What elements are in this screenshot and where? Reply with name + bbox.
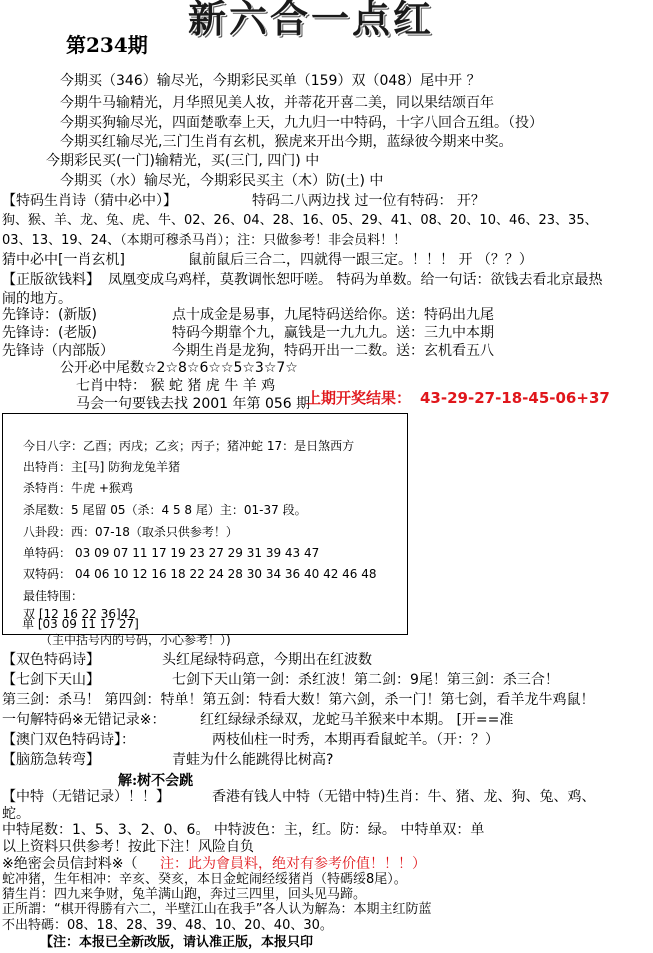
best-double: 双 [12 16 22 36]42: [23, 607, 136, 621]
pioneer-label: 先锋诗：(老版): [2, 325, 97, 341]
last-result-label: 上期开奖结果：: [306, 389, 412, 407]
guess-label: 猜中必中[一肖玄机]: [2, 252, 125, 268]
best-single: 单 [03 09 11 17 27]: [22, 617, 139, 631]
number-list: 03、13、19、24、（本期可穆杀马肖）；注：只做参考！非会员料！！: [2, 233, 407, 248]
lower-text: 红红绿绿杀绿双，龙蛇马羊猴来中本期。 [开==准: [200, 712, 514, 728]
section-text: 凤凰变成乌鸡样，莫教调怅恕吁嗟。 特码为单数。给一句话：欲钱去看北京最热: [108, 272, 603, 288]
pioneer-label: 先锋诗（内部版）: [2, 343, 114, 359]
section-heading: 【正版欲钱料】: [2, 272, 100, 288]
footer-note: 【注：本报已全新改版，请认准正版，本报只印: [40, 935, 314, 950]
forecast-box: [2, 413, 408, 635]
tails-line: 公开必中尾数☆2☆8☆6☆☆5☆3☆7☆: [60, 360, 298, 376]
bottom-line: 正所謂：“棋开得勝有六二，半壁江山在我手”各人认为解為：本期主红防蓝: [2, 902, 432, 917]
middle-text: 香港有钱人中特（无错中特)生肖：牛、猪、龙、狗、兔、鸡、: [212, 789, 596, 805]
intro-line: 今期牛马输精光，月华照见美人妆，并蒂花开喜二美，同以果结颂百年: [60, 95, 494, 111]
middle-tails: 中特尾数：1、5、3、2、0、6。 中特波色：主，红。防：绿。 中特单双：单: [2, 822, 485, 838]
intro-line: 今期买红输尽光,三门生肖有玄机，猴虎来开出今期，蓝绿彼今期来中奖。: [60, 134, 513, 150]
bazi-line: 今日八字：乙酉；丙戌；乙亥；丙子；猪冲蛇 17：是日煞西方: [23, 439, 355, 453]
intro-line: 今期买（346）输尽光，今期彩民买单（159）双（048）尾中开 ？: [60, 73, 481, 89]
lower-label: 【双色特码诗】: [2, 652, 100, 668]
best-label: 最佳特围：: [23, 589, 84, 603]
single-label: 单特码：: [23, 546, 72, 560]
kill-tail: 杀尾数：5 尾留 05（杀：4 5 8 尾）主：01-37 段。: [23, 503, 307, 517]
pioneer-label: 先锋诗：(新版): [2, 307, 97, 323]
middle-disclaimer: 以上资料只供参考！按此下注！风险自负: [2, 839, 254, 855]
middle-heading: 【中特（无错记录）！！】: [2, 789, 170, 805]
lower-text: 头红尾绿特码意，今期出在红波数: [162, 652, 372, 668]
intro-line: 今期彩民买(一门)输精光，买(三门, 四门) 中: [46, 153, 320, 169]
lower-label: 【脑筋急转弯】: [2, 752, 100, 768]
single-numbers: 03 09 07 11 17 19 23 27 29 31 39 43 47: [75, 546, 320, 560]
middle-snake: 蛇。: [2, 806, 30, 822]
issue-number: 第234期: [66, 33, 148, 57]
kill-zodiac: 杀特肖：牛虎 +猴鸡: [23, 481, 133, 495]
pioneer-text: 今期生肖是龙狗，特码开出一二数。送：玄机看五八: [172, 343, 494, 359]
lower-label: 【七剑下天山】: [2, 672, 100, 688]
pioneer-text: 特码今期靠个九，赢钱是一九九九。送：三九中本期: [172, 325, 494, 341]
masthead-logo: 新六合一点红: [188, 0, 435, 41]
guess-text: 鼠前鼠后三合二，四就得一跟三定。！！！ 开 （？？）: [188, 252, 533, 268]
lower-label: 一句解特码※无错记录※：: [2, 712, 166, 728]
lower-text: 两枝仙柱一时秀，本期再看鼠蛇羊。（开：？）: [212, 732, 499, 748]
lower-text: 七剑下天山第一剑：杀红波！第二剑：9尾！第三剑：杀三合！: [172, 672, 559, 688]
riddle-answer: 解:树不会跳: [118, 773, 194, 789]
lower-line: 第三剑：杀马！ 第四剑：特单！第五剑：特看大数！第六剑，杀一门！第七剑，看羊龙牛鸡鼠！: [2, 692, 595, 708]
double-label: 双特码：: [23, 567, 72, 581]
bottom-line: 猜生肖：四九来争财，兔羊满山跑，奔过三四里，回头见马蹄。: [2, 887, 367, 902]
special-zodiac: 出特肖：主[马] 防狗龙兔羊猪: [23, 460, 181, 474]
seven-zodiac: 七肖中特： 猴 蛇 猪 虎 牛 羊 鸡: [76, 378, 276, 394]
bottom-line: 蛇冲猪，生年相冲：辛亥、癸亥，本日金蛇闹经绥猪肖（特碼绥8尾）。: [2, 872, 407, 887]
section-heading: 【特码生肖诗（猜中必中）】: [2, 193, 177, 209]
double-numbers: 04 06 10 12 16 18 22 24 28 30 34 36 40 42 46 48: [75, 567, 377, 581]
lower-text: 青蛙为什么能跳得比树高?: [172, 752, 334, 768]
member-note: 注：此为會員料，绝对有参考价值！！！）: [160, 856, 426, 872]
zodiac-list: 狗、猴、羊、龙、兔、虎、牛、02、26、04、28、16、05、29、41、08、20、10、46、23、35、: [2, 213, 598, 228]
lower-label: 【澳门双色特码诗】：: [2, 732, 135, 748]
section-text: 闹的地方。: [2, 291, 72, 307]
bottom-line: 不出特碼：08、18、28、39、48、10、20、40、30。: [2, 918, 333, 933]
best-note: （主中括号内的号码，小心参考！）): [40, 633, 231, 647]
horse-line: 马会一句要钱去找 2001 年第 056 期: [76, 396, 311, 412]
bagua-line: 八卦段：西：07-18（取杀只供参考！）: [23, 525, 238, 539]
pioneer-text: 点十成金是易事，九尾特码送给你。送：特码出九尾: [172, 307, 494, 323]
intro-line: 今期买（水）输尽光，今期彩民买主（木）防(土) 中: [60, 173, 384, 189]
intro-line: 今期买狗输尽光，四面楚歌奉上天，九九归一中特码，十字八回合五组。（投）: [60, 115, 543, 131]
member-label: ※绝密会员信封料※（: [2, 856, 138, 872]
last-result-numbers: 43-29-27-18-45-06+37: [420, 389, 610, 407]
section-poem: 特码二八两边找 过一位有特码： 开？: [252, 193, 485, 209]
